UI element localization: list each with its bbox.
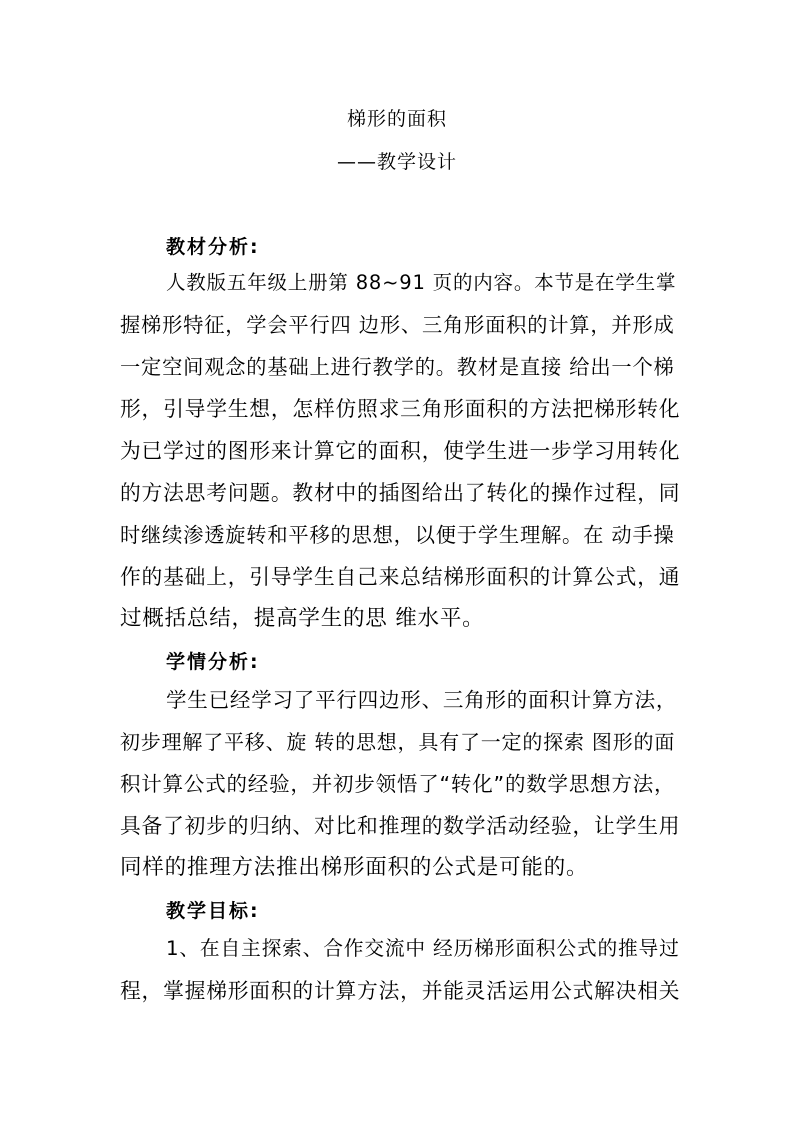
paragraph-line: 初步理解了平移、旋 转的思想，具有了一定的探索 图形的面 — [120, 730, 676, 754]
paragraph-line: 积计算公式的经验，并初步领悟了“转化”的数学思想方法， — [120, 772, 676, 796]
paragraph-line: 同样的推理方法推出梯形面积的公式是可能的。 — [120, 855, 589, 880]
section-heading-teaching-goals: 教学目标: — [166, 900, 260, 922]
paragraph-line: 握梯形特征，学会平行四 边形、三角形面积的计算，并形成 — [120, 313, 675, 337]
section-heading-learner-analysis: 学情分析: — [166, 651, 260, 673]
paragraph-line: 具备了初步的归纳、对比和推理的数学活动经验，让学生用 — [120, 814, 681, 838]
paragraph-line: 为已学过的图形来计算它的面积，使学生进一步学习用转化 — [120, 439, 681, 463]
paragraph-line: 的方法思考问题。教材中的插图给出了转化的操作过程，同 — [120, 481, 681, 505]
document-title: 梯形的面积 — [346, 108, 447, 130]
document-subtitle: ——教学设计 — [336, 151, 457, 173]
paragraph-line: 学生已经学习了平行四边形、三角形的面积计算方法， — [166, 688, 678, 712]
paragraph-line: 作的基础上，引导学生自己来总结梯形面积的计算公式，通 — [120, 565, 681, 589]
paragraph-line: 程，掌握梯形面积的计算方法，并能灵活运用公式解决相关 — [120, 979, 681, 1003]
paragraph-line: 形，引导学生想，怎样仿照求三角形面积的方法把梯形转化 — [120, 397, 681, 421]
paragraph-line: 人教版五年级上册第 88~91 页的内容。本节是在学生掌 — [166, 271, 677, 294]
section-heading-textbook-analysis: 教材分析: — [166, 236, 260, 258]
paragraph-line: 时继续渗透旋转和平移的思想，以便于学生理解。在 动手操 — [120, 523, 675, 547]
paragraph-line: 一定空间观念的基础上进行教学的。教材是直接 给出一个梯 — [120, 355, 675, 379]
paragraph-line: 1、在自主探索、合作交流中 经历梯形面积公式的推导过 — [166, 937, 680, 960]
paragraph-line: 过概括总结，提高学生的思 维水平。 — [120, 606, 485, 631]
